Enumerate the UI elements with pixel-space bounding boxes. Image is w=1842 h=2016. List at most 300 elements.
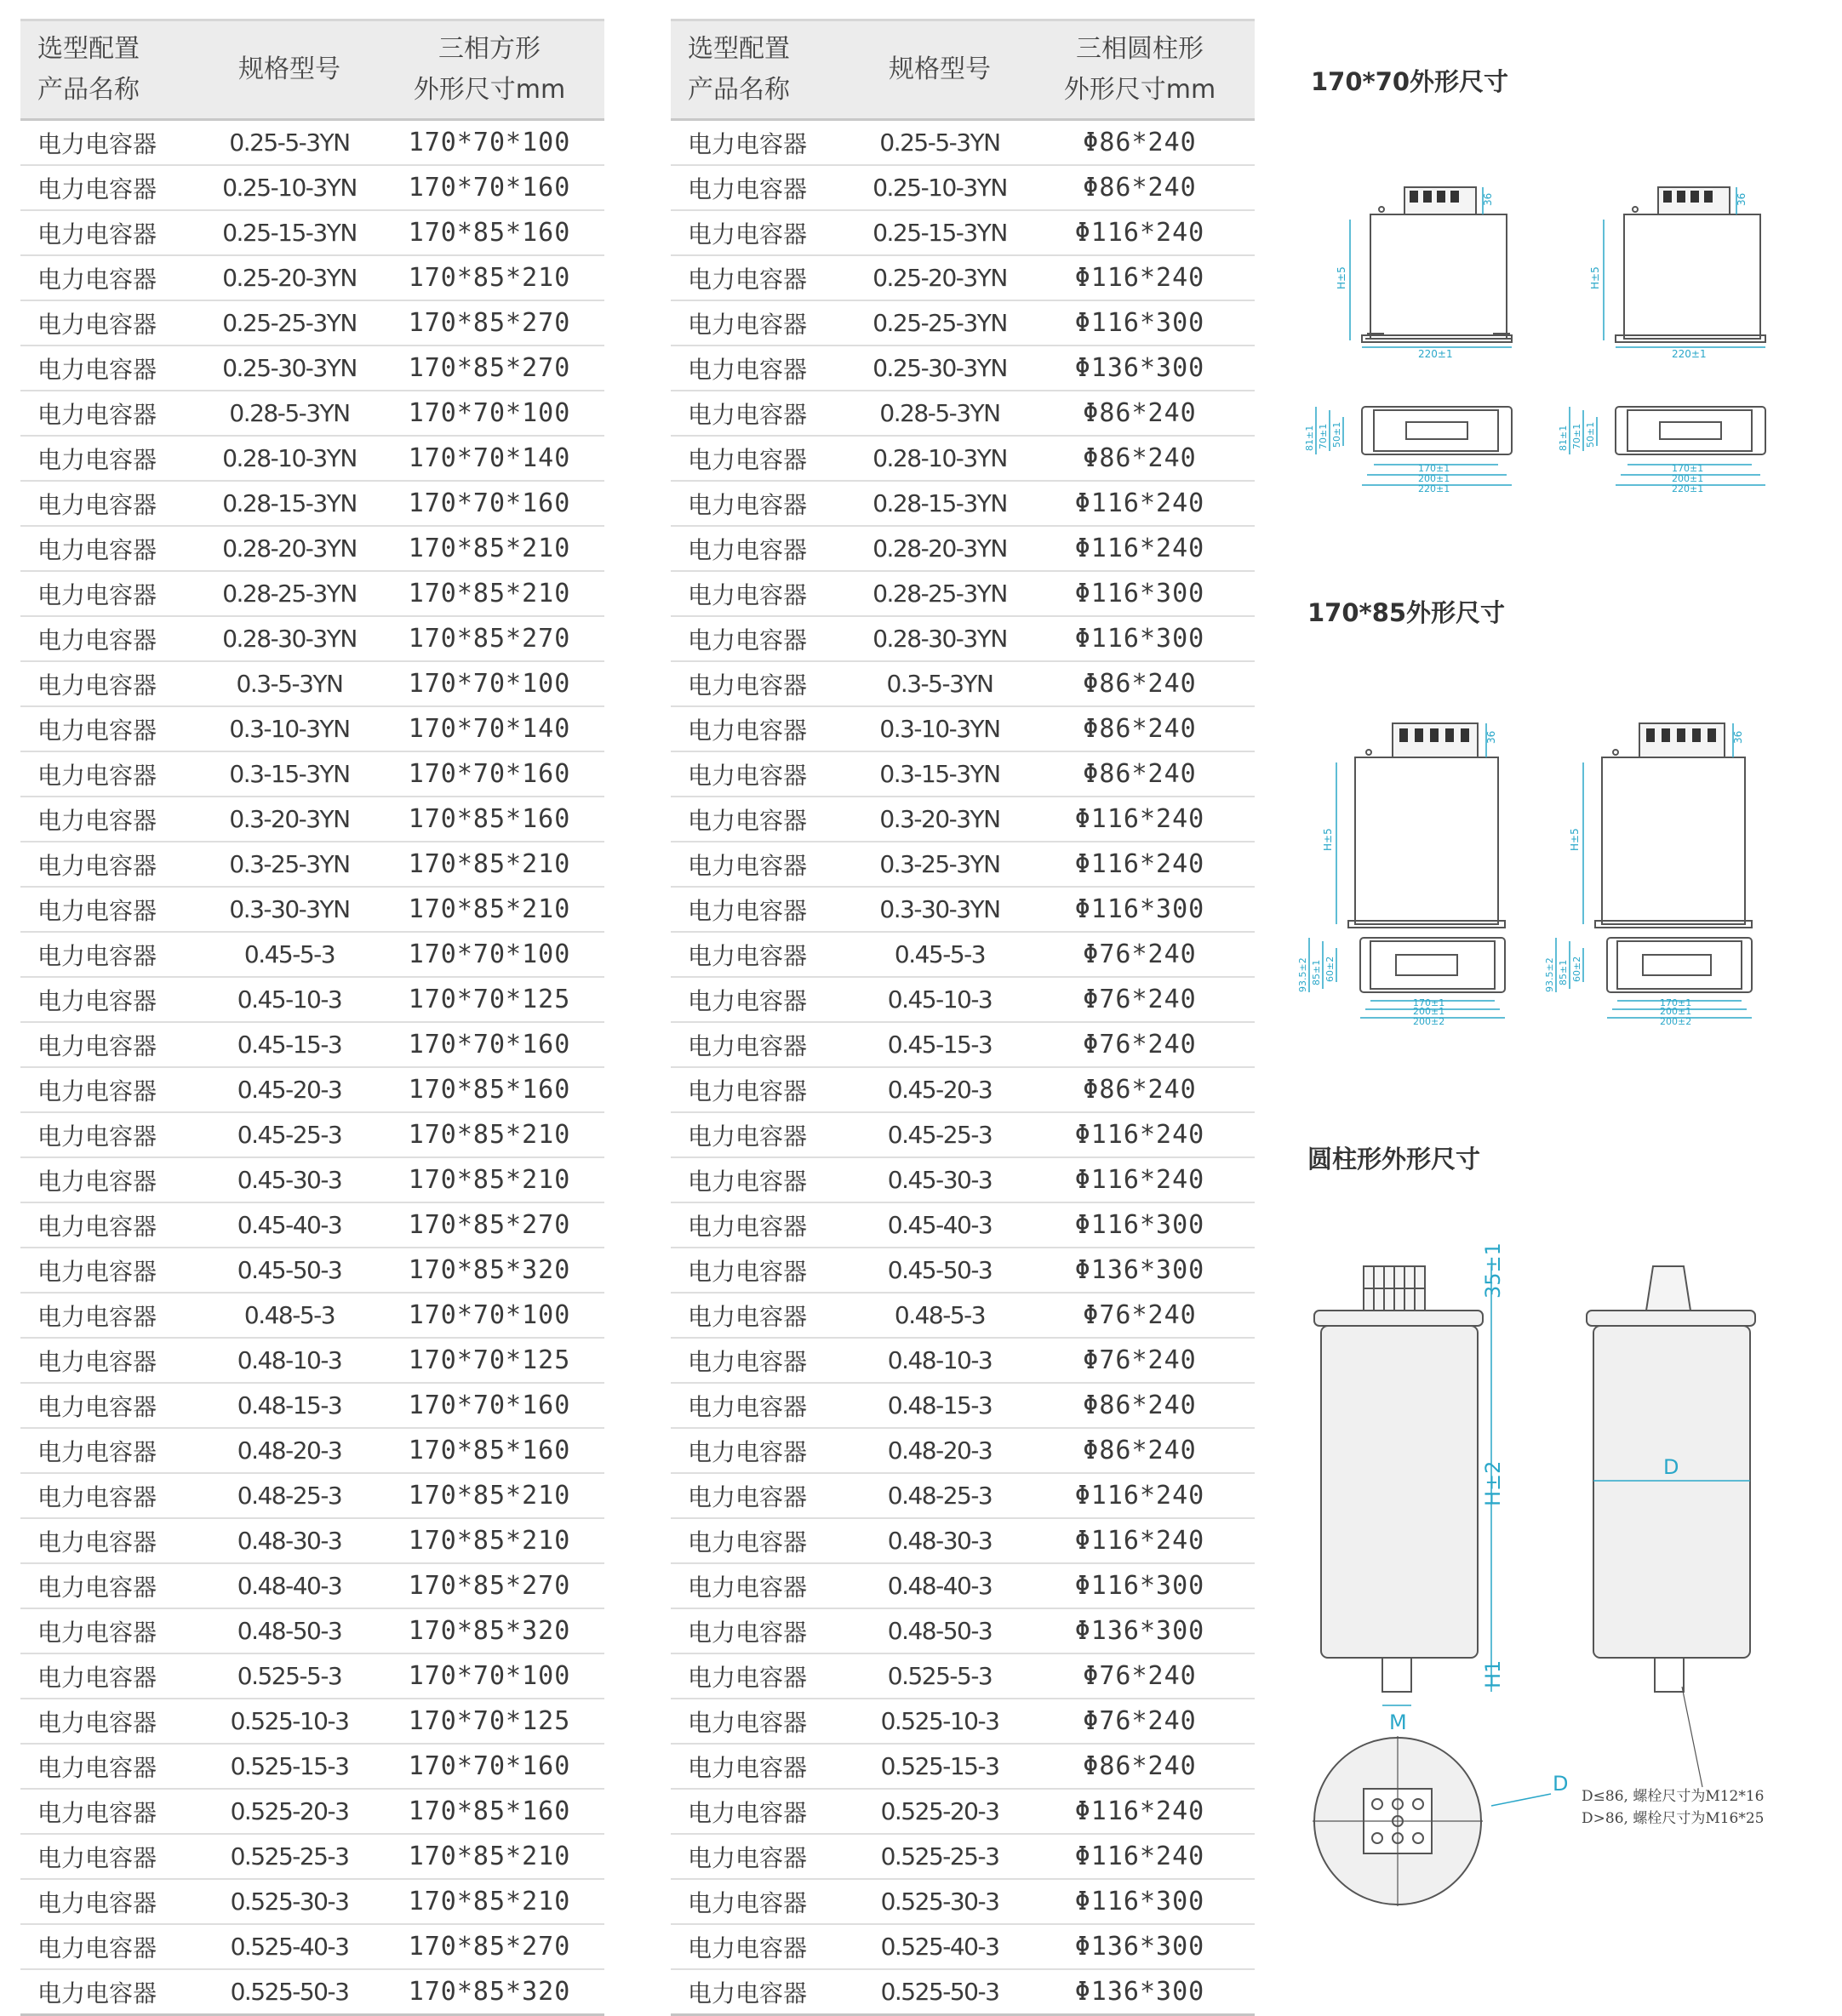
cell-model: 0.525-20-3 [204, 1789, 375, 1834]
table-row [671, 661, 1255, 706]
cell-model: 0.28-15-3YN [855, 481, 1025, 526]
table-row [20, 1744, 604, 1789]
cell-dimensions: 170*70*160 [375, 1022, 604, 1067]
cell-product-name: 电力电容器 [20, 1067, 204, 1112]
cell-model: 0.45-20-3 [204, 1067, 375, 1112]
table-row [671, 1067, 1255, 1112]
table-row [20, 1067, 604, 1112]
cell-dimensions: 170*85*210 [375, 1473, 604, 1518]
cell-dimensions: Φ116*240 [1025, 481, 1255, 526]
table-row [20, 346, 604, 391]
cell-model: 0.3-5-3YN [855, 661, 1025, 706]
cell-model: 0.3-10-3YN [204, 706, 375, 751]
cell-product-name: 电力电容器 [671, 571, 855, 616]
cell-product-name: 电力电容器 [671, 1428, 855, 1473]
cell-product-name: 电力电容器 [671, 1699, 855, 1744]
cell-product-name: 电力电容器 [671, 300, 855, 346]
cell-product-name: 电力电容器 [20, 391, 204, 436]
cell-dimensions: 170*85*320 [375, 1608, 604, 1653]
dim-width: 220±1 [1418, 483, 1450, 494]
cell-product-name: 电力电容器 [671, 1608, 855, 1653]
cell-model: 0.3-15-3YN [855, 751, 1025, 797]
table-row [20, 1112, 604, 1157]
table-row [671, 391, 1255, 436]
cell-model: 0.3-25-3YN [855, 842, 1025, 887]
cell-product-name: 电力电容器 [671, 1879, 855, 1924]
cell-product-name: 电力电容器 [20, 165, 204, 210]
cylinder-capacitor-table [671, 19, 1255, 2016]
table-row [671, 616, 1255, 661]
cell-model: 0.45-50-3 [855, 1248, 1025, 1293]
cell-dimensions: Φ136*300 [1025, 1248, 1255, 1293]
cell-product-name: 电力电容器 [671, 1067, 855, 1112]
cell-dimensions: 170*85*160 [375, 210, 604, 255]
cell-model: 0.48-40-3 [204, 1563, 375, 1608]
cell-dimensions: 170*85*270 [375, 1202, 604, 1248]
table-header-row [671, 20, 1255, 120]
cell-model: 0.28-10-3YN [204, 436, 375, 481]
cell-dimensions: Φ116*240 [1025, 1112, 1255, 1157]
cell-dimensions: Φ116*240 [1025, 210, 1255, 255]
table-row [20, 751, 604, 797]
cell-dimensions: Φ86*240 [1025, 436, 1255, 481]
table-row [671, 1608, 1255, 1653]
cell-dimensions: Φ86*240 [1025, 165, 1255, 210]
cell-dimensions: 170*70*100 [375, 120, 604, 166]
table-row [671, 887, 1255, 932]
cell-product-name: 电力电容器 [671, 1112, 855, 1157]
cell-model: 0.28-20-3YN [204, 526, 375, 571]
dim-width: 170±1 [1418, 463, 1450, 474]
cell-dimensions: Φ116*240 [1025, 1473, 1255, 1518]
table-row [671, 1383, 1255, 1428]
dim-side: 81±1 [1558, 425, 1569, 451]
table-row [671, 1879, 1255, 1924]
cell-product-name: 电力电容器 [20, 1022, 204, 1067]
cell-dimensions: Φ116*240 [1025, 1157, 1255, 1202]
table-row [671, 481, 1255, 526]
cell-model: 0.525-40-3 [855, 1924, 1025, 1969]
cell-product-name: 电力电容器 [20, 977, 204, 1022]
table-row [671, 1338, 1255, 1383]
cell-product-name: 电力电容器 [671, 436, 855, 481]
cell-model: 0.48-10-3 [855, 1338, 1025, 1383]
table-row [20, 1563, 604, 1608]
cell-model: 0.48-25-3 [855, 1473, 1025, 1518]
cell-model: 0.48-5-3 [855, 1293, 1025, 1338]
cell-dimensions: Φ116*240 [1025, 1518, 1255, 1563]
cell-dimensions: Φ116*300 [1025, 571, 1255, 616]
table-row [20, 1293, 604, 1338]
dim-top: 36 [1485, 730, 1497, 744]
cell-product-name: 电力电容器 [20, 797, 204, 842]
cell-model: 0.48-50-3 [204, 1608, 375, 1653]
cell-dimensions: 170*70*100 [375, 391, 604, 436]
drawing-170x85 [1297, 715, 1779, 1047]
cell-product-name: 电力电容器 [20, 1608, 204, 1653]
cell-product-name: 电力电容器 [671, 1338, 855, 1383]
table-row [20, 616, 604, 661]
cell-model: 0.45-50-3 [204, 1248, 375, 1293]
cell-dimensions: Φ76*240 [1025, 1699, 1255, 1744]
table-row [20, 887, 604, 932]
table-row [671, 1969, 1255, 2015]
cell-model: 0.25-10-3YN [855, 165, 1025, 210]
table-row [671, 1112, 1255, 1157]
cell-dimensions: Φ116*300 [1025, 1202, 1255, 1248]
table-row [671, 255, 1255, 300]
dim-bolt: M [1389, 1710, 1407, 1734]
cell-product-name: 电力电容器 [20, 1338, 204, 1383]
table-row [20, 1338, 604, 1383]
cell-model: 0.48-10-3 [204, 1338, 375, 1383]
cell-dimensions: Φ136*300 [1025, 1924, 1255, 1969]
cell-model: 0.48-50-3 [855, 1608, 1025, 1653]
cell-dimensions: Φ86*240 [1025, 706, 1255, 751]
cell-model: 0.25-10-3YN [204, 165, 375, 210]
cell-model: 0.25-25-3YN [855, 300, 1025, 346]
dim-height: H±5 [1336, 266, 1347, 289]
cell-product-name: 电力电容器 [671, 346, 855, 391]
dim-side: 60±2 [1324, 956, 1336, 982]
table-row [671, 346, 1255, 391]
cell-dimensions: Φ76*240 [1025, 1022, 1255, 1067]
cell-model: 0.48-40-3 [855, 1563, 1025, 1608]
table-row [20, 1248, 604, 1293]
dim-height: H±2 [1481, 1460, 1505, 1506]
table-row [671, 1563, 1255, 1608]
table-row [20, 526, 604, 571]
cell-dimensions: Φ86*240 [1025, 1428, 1255, 1473]
cell-product-name: 电力电容器 [20, 661, 204, 706]
table-row [671, 526, 1255, 571]
cell-dimensions: 170*85*270 [375, 616, 604, 661]
cell-dimensions: Φ136*300 [1025, 1969, 1255, 2015]
cell-model: 0.28-25-3YN [855, 571, 1025, 616]
cell-product-name: 电力电容器 [671, 1834, 855, 1879]
dim-width: 200±1 [1418, 473, 1450, 484]
table-row [20, 977, 604, 1022]
table-row [671, 1653, 1255, 1699]
cell-model: 0.48-15-3 [855, 1383, 1025, 1428]
table-row [671, 1744, 1255, 1789]
cell-dimensions: 170*70*160 [375, 1744, 604, 1789]
cell-dimensions: Φ116*240 [1025, 842, 1255, 887]
table-row [671, 300, 1255, 346]
dim-width: 200±1 [1672, 473, 1704, 484]
cell-dimensions: Φ86*240 [1025, 1383, 1255, 1428]
cell-dimensions: Φ116*300 [1025, 887, 1255, 932]
cell-model: 0.45-10-3 [855, 977, 1025, 1022]
table-row [20, 706, 604, 751]
table-row [20, 1699, 604, 1744]
cell-dimensions: Φ116*240 [1025, 255, 1255, 300]
dim-width: 170±1 [1672, 463, 1704, 474]
cell-dimensions: 170*85*210 [375, 1879, 604, 1924]
cell-model: 0.525-40-3 [204, 1924, 375, 1969]
cell-dimensions: Φ86*240 [1025, 1744, 1255, 1789]
table-row [671, 1157, 1255, 1202]
header-model: 规格型号 [204, 20, 375, 120]
cell-product-name: 电力电容器 [20, 210, 204, 255]
cell-product-name: 电力电容器 [671, 1248, 855, 1293]
header-dimensions: 三相方形 外形尺寸mm [375, 20, 604, 120]
table-row [671, 1924, 1255, 1969]
cell-model: 0.3-15-3YN [204, 751, 375, 797]
cell-model: 0.3-20-3YN [204, 797, 375, 842]
dim-side: 70±1 [1318, 423, 1329, 449]
cell-product-name: 电力电容器 [20, 1789, 204, 1834]
dim-width: 220±1 [1418, 348, 1453, 360]
cell-model: 0.45-40-3 [855, 1202, 1025, 1248]
cell-dimensions: Φ86*240 [1025, 661, 1255, 706]
cell-dimensions: 170*85*160 [375, 1428, 604, 1473]
cell-product-name: 电力电容器 [20, 436, 204, 481]
dim-top: 35±1 [1481, 1242, 1505, 1299]
cell-model: 0.28-20-3YN [855, 526, 1025, 571]
cell-product-name: 电力电容器 [671, 1744, 855, 1789]
cell-model: 0.45-30-3 [855, 1157, 1025, 1202]
table-row [20, 1518, 604, 1563]
cell-dimensions: 170*85*160 [375, 1067, 604, 1112]
dim-top: 36 [1482, 192, 1494, 206]
cell-product-name: 电力电容器 [671, 661, 855, 706]
cell-model: 0.28-15-3YN [204, 481, 375, 526]
cell-product-name: 电力电容器 [671, 1293, 855, 1338]
cell-dimensions: Φ116*300 [1025, 1879, 1255, 1924]
table-row [20, 1428, 604, 1473]
cell-model: 0.25-30-3YN [204, 346, 375, 391]
dim-width: 200±1 [1413, 1006, 1445, 1017]
table-row [20, 1473, 604, 1518]
cell-product-name: 电力电容器 [671, 751, 855, 797]
cell-dimensions: 170*70*160 [375, 481, 604, 526]
dim-width: 170±1 [1660, 997, 1692, 1008]
cell-model: 0.525-30-3 [855, 1879, 1025, 1924]
cell-product-name: 电力电容器 [20, 1518, 204, 1563]
cell-dimensions: 170*85*270 [375, 300, 604, 346]
cell-dimensions: 170*85*210 [375, 1518, 604, 1563]
cell-model: 0.25-30-3YN [855, 346, 1025, 391]
cell-model: 0.45-40-3 [204, 1202, 375, 1248]
table-row [20, 436, 604, 481]
cell-product-name: 电力电容器 [20, 1112, 204, 1157]
cell-model: 0.45-15-3 [204, 1022, 375, 1067]
cell-model: 0.525-50-3 [855, 1969, 1025, 2015]
cell-model: 0.45-30-3 [204, 1157, 375, 1202]
cell-product-name: 电力电容器 [20, 1473, 204, 1518]
cell-model: 0.525-20-3 [855, 1789, 1025, 1834]
cell-model: 0.45-25-3 [204, 1112, 375, 1157]
cell-product-name: 电力电容器 [20, 1563, 204, 1608]
table-row [20, 797, 604, 842]
cell-model: 0.3-5-3YN [204, 661, 375, 706]
table-row [20, 842, 604, 887]
cell-dimensions: 170*85*210 [375, 842, 604, 887]
table-row [20, 1383, 604, 1428]
header-product-name: 选型配置 产品名称 [20, 20, 204, 120]
cell-model: 0.45-25-3 [855, 1112, 1025, 1157]
cell-dimensions: Φ116*240 [1025, 526, 1255, 571]
table-row [671, 436, 1255, 481]
dim-diameter: D [1663, 1455, 1679, 1479]
table-row [20, 1157, 604, 1202]
cell-model: 0.48-30-3 [855, 1518, 1025, 1563]
table-header-row [20, 20, 604, 120]
table-row [671, 571, 1255, 616]
section-title-170x70: 170*70外形尺寸 [1311, 67, 1509, 96]
cell-model: 0.25-5-3YN [204, 120, 375, 166]
cell-dimensions: 170*70*100 [375, 932, 604, 977]
dim-top: 36 [1732, 730, 1744, 744]
table-row [671, 165, 1255, 210]
cell-dimensions: 170*85*320 [375, 1969, 604, 2015]
cell-product-name: 电力电容器 [20, 346, 204, 391]
dim-height: H±5 [1322, 828, 1334, 851]
table-row [20, 210, 604, 255]
cell-dimensions: 170*85*210 [375, 571, 604, 616]
table-row [20, 932, 604, 977]
cell-product-name: 电力电容器 [20, 1202, 204, 1248]
cell-product-name: 电力电容器 [20, 255, 204, 300]
cell-product-name: 电力电容器 [671, 210, 855, 255]
dim-side: 81±1 [1304, 425, 1315, 451]
cell-product-name: 电力电容器 [20, 1293, 204, 1338]
cell-product-name: 电力电容器 [671, 1157, 855, 1202]
cell-model: 0.45-5-3 [204, 932, 375, 977]
dim-top: 36 [1736, 192, 1748, 206]
cell-model: 0.525-10-3 [204, 1699, 375, 1744]
cell-model: 0.45-5-3 [855, 932, 1025, 977]
cell-dimensions: Φ86*240 [1025, 391, 1255, 436]
cell-dimensions: Φ76*240 [1025, 1653, 1255, 1699]
cell-dimensions: Φ76*240 [1025, 1293, 1255, 1338]
cell-product-name: 电力电容器 [20, 1924, 204, 1969]
cell-product-name: 电力电容器 [671, 1383, 855, 1428]
cell-product-name: 电力电容器 [671, 932, 855, 977]
cell-dimensions: 170*70*125 [375, 977, 604, 1022]
table-row [671, 1293, 1255, 1338]
cell-model: 0.48-20-3 [204, 1428, 375, 1473]
cell-product-name: 电力电容器 [671, 391, 855, 436]
cell-product-name: 电力电容器 [20, 1699, 204, 1744]
cell-product-name: 电力电容器 [20, 842, 204, 887]
dim-width: 170±1 [1413, 997, 1445, 1008]
section-title-cylinder: 圆柱形外形尺寸 [1307, 1145, 1481, 1174]
cell-product-name: 电力电容器 [20, 1744, 204, 1789]
cell-model: 0.3-20-3YN [855, 797, 1025, 842]
cell-model: 0.525-15-3 [855, 1744, 1025, 1789]
table-row [20, 1879, 604, 1924]
table-row [671, 1518, 1255, 1563]
cell-product-name: 电力电容器 [671, 616, 855, 661]
cell-product-name: 电力电容器 [20, 481, 204, 526]
cell-dimensions: 170*85*270 [375, 1924, 604, 1969]
cell-model: 0.3-30-3YN [855, 887, 1025, 932]
cell-product-name: 电力电容器 [671, 481, 855, 526]
table-row [20, 1924, 604, 1969]
dim-width: 220±1 [1672, 483, 1704, 494]
cell-product-name: 电力电容器 [20, 751, 204, 797]
cell-model: 0.28-30-3YN [204, 616, 375, 661]
cell-product-name: 电力电容器 [20, 1834, 204, 1879]
cell-model: 0.525-5-3 [855, 1653, 1025, 1699]
cell-dimensions: Φ76*240 [1025, 977, 1255, 1022]
cell-dimensions: 170*85*270 [375, 1563, 604, 1608]
cell-product-name: 电力电容器 [671, 977, 855, 1022]
cell-dimensions: Φ136*300 [1025, 346, 1255, 391]
table-row [20, 1022, 604, 1067]
cell-dimensions: Φ76*240 [1025, 932, 1255, 977]
table-row [671, 977, 1255, 1022]
cell-product-name: 电力电容器 [20, 1428, 204, 1473]
cell-model: 0.3-30-3YN [204, 887, 375, 932]
dim-width: 220±1 [1672, 348, 1707, 360]
cell-model: 0.48-5-3 [204, 1293, 375, 1338]
cell-dimensions: Φ116*300 [1025, 300, 1255, 346]
bolt-note-small: D≤86, 螺栓尺寸为M12*16 [1582, 1788, 1765, 1805]
table-row [20, 1969, 604, 2015]
table-row [671, 751, 1255, 797]
cell-dimensions: Φ136*300 [1025, 1608, 1255, 1653]
table-row [20, 165, 604, 210]
bolt-note-large: D>86, 螺栓尺寸为M16*25 [1582, 1810, 1765, 1827]
cell-product-name: 电力电容器 [671, 1022, 855, 1067]
cell-model: 0.3-10-3YN [855, 706, 1025, 751]
cell-product-name: 电力电容器 [20, 571, 204, 616]
table-row [671, 1248, 1255, 1293]
cell-product-name: 电力电容器 [671, 1518, 855, 1563]
cell-model: 0.48-25-3 [204, 1473, 375, 1518]
cell-dimensions: 170*85*210 [375, 1834, 604, 1879]
cell-model: 0.525-30-3 [204, 1879, 375, 1924]
table-row [20, 1608, 604, 1653]
table-row [671, 1473, 1255, 1518]
cell-dimensions: 170*70*100 [375, 1653, 604, 1699]
table-row [20, 120, 604, 166]
cell-model: 0.28-10-3YN [855, 436, 1025, 481]
cell-dimensions: 170*85*270 [375, 346, 604, 391]
cell-dimensions: 170*85*210 [375, 887, 604, 932]
table-row [671, 1428, 1255, 1473]
cell-dimensions: Φ86*240 [1025, 1067, 1255, 1112]
cell-product-name: 电力电容器 [671, 1653, 855, 1699]
cell-dimensions: Φ116*240 [1025, 1789, 1255, 1834]
cell-model: 0.45-10-3 [204, 977, 375, 1022]
cell-product-name: 电力电容器 [20, 1157, 204, 1202]
dim-side: 50±1 [1331, 421, 1342, 448]
dim-side: 85±1 [1311, 959, 1322, 985]
cell-product-name: 电力电容器 [671, 255, 855, 300]
cell-dimensions: 170*85*160 [375, 1789, 604, 1834]
cell-product-name: 电力电容器 [671, 887, 855, 932]
cell-model: 0.25-5-3YN [855, 120, 1025, 166]
cell-product-name: 电力电容器 [20, 1248, 204, 1293]
cell-product-name: 电力电容器 [20, 120, 204, 166]
dim-side: 93.5±2 [1544, 957, 1555, 992]
table-body [20, 120, 604, 2015]
table-row [20, 255, 604, 300]
cell-model: 0.525-10-3 [855, 1699, 1025, 1744]
table-row [671, 797, 1255, 842]
cell-product-name: 电力电容器 [671, 797, 855, 842]
table-row [20, 1202, 604, 1248]
cell-model: 0.3-25-3YN [204, 842, 375, 887]
cell-dimensions: Φ86*240 [1025, 120, 1255, 166]
cell-dimensions: 170*70*160 [375, 751, 604, 797]
cell-model: 0.48-15-3 [204, 1383, 375, 1428]
square-capacitor-table [20, 19, 604, 2016]
